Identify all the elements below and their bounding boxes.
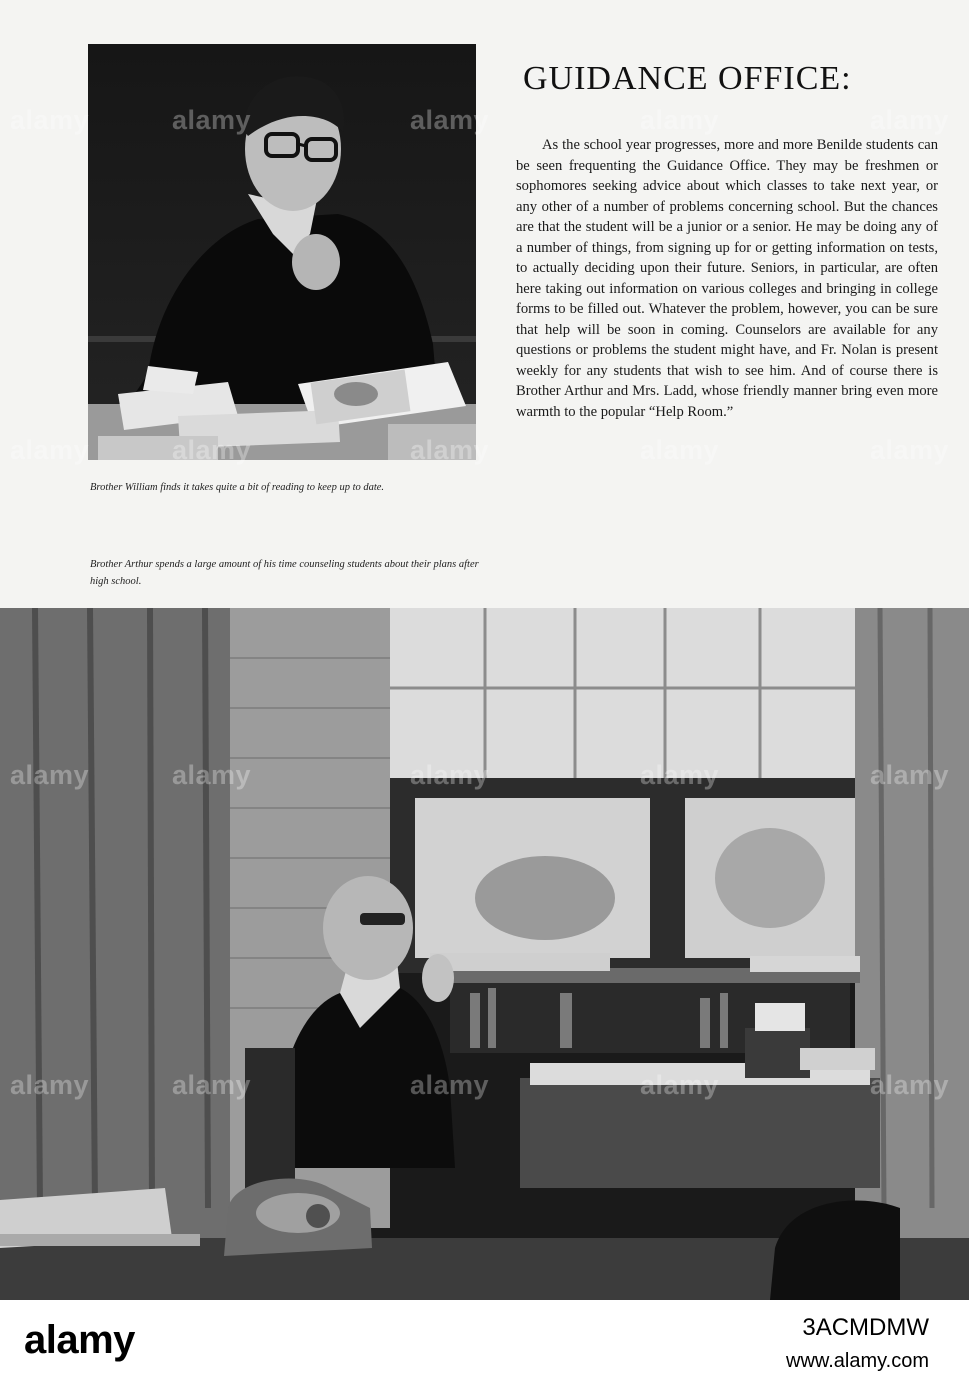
site-url: www.alamy.com — [786, 1350, 929, 1372]
watermark-text: alamy — [410, 435, 490, 465]
watermark-text: alamy — [870, 760, 950, 790]
brother-arthur-photo — [0, 608, 969, 1300]
caption-brother-arthur: Brother Arthur spends a large amount of his time counseling students about their plans after high school. — [90, 559, 479, 587]
watermark-text: alamy — [410, 1070, 490, 1100]
watermark-text: alamy — [640, 105, 720, 135]
watermark-text: alamy — [640, 1070, 720, 1100]
watermark-text: alamy — [410, 760, 490, 790]
watermark-text: alamy — [172, 1070, 252, 1100]
stock-banner — [0, 1300, 969, 1390]
watermark-text: alamy — [870, 1070, 950, 1100]
watermark-text: alamy — [10, 1070, 90, 1100]
caption-brother-william: Brother William finds it takes quite a bit of reading to keep up to date. — [90, 482, 385, 493]
watermark-text: alamy — [10, 105, 90, 135]
page-title: GUIDANCE OFFICE: — [523, 60, 852, 97]
article-body: As the school year progresses, more and more Benilde students can be seen frequenting the Guidance Office. They may be freshmen or sophomores seeking advice about which classes to take next year, or any other of a number of problems concerning school. But the chances are that the student will be a junior or a senior. He may be doing any of a number of things, from signing up for or getting information on tests, to actually deciding upon their future. Seniors, in particular, are often here taking out information on various colleges and bringing in college forms to be filled out. Whatever the problem, however, you can be sure that help will be soon in coming. Counselors are available for any questions or problems the student might have, and Fr. Nolan is present weekly for any students that wish to see him. And of course there is Brother Arthur and Mrs. Ladd, whose friendly manner bring even more warmth to the popular “Help Room.” — [516, 137, 938, 420]
watermark-text: alamy — [410, 105, 490, 135]
watermark-text: alamy — [870, 105, 950, 135]
image-id: 3ACMDMW — [802, 1314, 929, 1341]
watermark-text: alamy — [10, 760, 90, 790]
watermark-text: alamy — [172, 105, 252, 135]
watermark-text: alamy — [640, 760, 720, 790]
watermark-text: alamy — [870, 435, 950, 465]
watermark-text: alamy — [172, 760, 252, 790]
watermark-text: alamy — [640, 435, 720, 465]
watermark-text: alamy — [172, 435, 252, 465]
alamy-logo: alamy — [24, 1318, 135, 1362]
watermark-text: alamy — [10, 435, 90, 465]
